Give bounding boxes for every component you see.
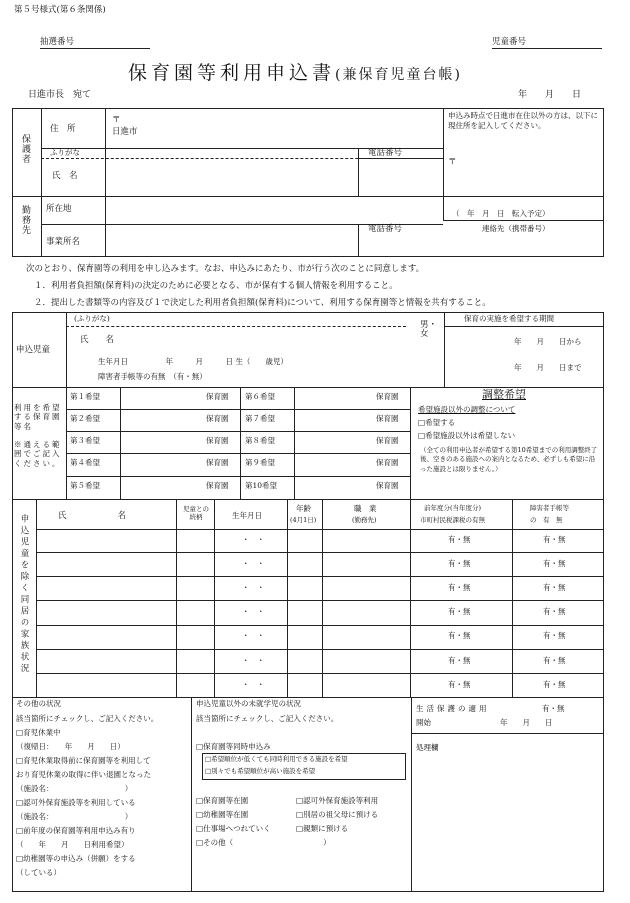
work-office-label: 事業所名: [46, 237, 81, 247]
family-disability-1[interactable]: 有・無: [543, 535, 566, 544]
family-tax-1[interactable]: 有・無: [448, 535, 471, 544]
pref-label-2: 第２希望: [70, 414, 100, 423]
other-line-5: （施設名： ）: [16, 784, 133, 793]
form-number: 第５号様式(第６条関係): [14, 5, 106, 15]
siblings-line-1[interactable]: □保育園等同時申込み: [196, 742, 271, 751]
pref-suffix-2: 保育園: [206, 414, 229, 423]
child-number-label: 児童番号: [492, 37, 527, 47]
other-line-6[interactable]: □認可外保育施設等を利用している: [16, 798, 136, 807]
work-phone-label: 電話番号: [368, 224, 403, 234]
siblings-instruction: 該当箇所にチェックし、ご記入ください。: [196, 714, 339, 723]
other-line-3[interactable]: □育児休業取得前に保育園等を利用して: [16, 756, 151, 765]
other-line-7: （施設名： ）: [16, 812, 133, 821]
non-resident-note: 申込み時点で日進市在住以外の方は、以下に現住所を記入してください。: [448, 111, 598, 131]
pref-suffix-3: 保育園: [206, 436, 229, 445]
welfare-start-date: 年 月 日: [500, 718, 553, 727]
period-title: 保育の実施を希望する期間: [464, 314, 554, 323]
siblings-line-7[interactable]: □別居の祖父母に預ける: [296, 810, 379, 819]
child-number-line: [492, 48, 602, 49]
pref-label-6: 第６希望: [245, 392, 275, 401]
period-to: 年 月 日まで: [514, 363, 582, 372]
guardian-section-label: 保護者: [20, 134, 30, 164]
page-title: 保育園等利用申込書(兼保育児童台帳): [128, 62, 462, 84]
city-name[interactable]: 日進市: [112, 127, 138, 137]
other-title: その他の状況: [16, 699, 61, 708]
application-date: 年 月 日: [518, 90, 582, 100]
pref-suffix-4: 保育園: [206, 458, 229, 467]
siblings-title: 申込児童以外の未就学児の状況: [196, 699, 301, 708]
other-line-11: （している）: [16, 868, 61, 877]
pref-label-7: 第７希望: [245, 414, 275, 423]
pref-label-10: 第10希望: [245, 481, 278, 490]
family-tax-6[interactable]: 有・無: [448, 656, 471, 665]
pref-label-5: 第５希望: [70, 481, 100, 490]
family-birth-dots-4: ・ ・: [242, 607, 265, 616]
child-birth-date: 生年月日 年 月 日 生（ 歳児）: [98, 357, 288, 366]
adjust-option-2[interactable]: □希望施設以外は希望しない: [418, 431, 516, 440]
consent-item-1: １．利用者負担額(保育料)の決定のために必要となる、市が保有する個人情報を利用すること。: [34, 281, 398, 291]
family-birth-dots-5: ・ ・: [242, 631, 265, 640]
family-side-label: 申込児童を除く同居の家族状況: [19, 514, 29, 675]
consent-item-2: ２．提出した書類等の内容及び１で決定した利用者負担額(保育料)について、利用する保育園等と情報を共有すること。: [34, 298, 491, 308]
family-header-disability: 障害者手帳等: [530, 504, 569, 512]
pref-suffix-7: 保育園: [376, 414, 399, 423]
family-birth-dots-6: ・ ・: [242, 656, 265, 665]
family-disability-2[interactable]: 有・無: [543, 559, 566, 568]
other-line-8[interactable]: □前年度の保育園等利用申込み有り: [16, 826, 136, 835]
siblings-line-8[interactable]: □仕事場へつれていく: [196, 824, 271, 833]
adjust-option-1[interactable]: □希望する: [418, 418, 456, 427]
prefs-side-note: ※通える範囲でご記入ください。: [14, 440, 62, 468]
postal-mark-current: 〒: [448, 157, 457, 167]
welfare-label: 生活保護の適用: [416, 704, 490, 713]
mobile-label: 連絡先（携帯番号）: [482, 224, 550, 233]
family-header-relation: 児童との続柄: [183, 505, 209, 522]
pref-suffix-9: 保育園: [376, 458, 399, 467]
family-disability-4[interactable]: 有・無: [543, 607, 566, 616]
siblings-line-9[interactable]: □親類に預ける: [296, 824, 349, 833]
family-header-tax-2: 市町村民税課税の有無: [420, 516, 485, 524]
other-line-4: おり育児休業の取得に伴い退園となった: [16, 770, 151, 779]
move-in-date: （ 年 月 日 転入予定）: [452, 209, 550, 218]
family-tax-3[interactable]: 有・無: [448, 583, 471, 592]
siblings-line-2[interactable]: □希望順位が低くても同時利用できる施設を希望: [205, 755, 348, 763]
work-section-label: 勤務先: [20, 205, 30, 235]
welfare-yesno[interactable]: 有・無: [542, 704, 565, 713]
pref-label-9: 第９希望: [245, 458, 275, 467]
pref-label-1: 第１希望: [70, 392, 100, 401]
family-birth-dots-1: ・ ・: [242, 535, 265, 544]
siblings-line-3[interactable]: □別々でも希望順位が高い施設を希望: [205, 767, 316, 775]
siblings-line-4[interactable]: □保育園等在園: [196, 796, 249, 805]
pref-suffix-1: 保育園: [206, 392, 229, 401]
child-disability: 障害者手帳等の有無 （有・無）: [98, 372, 207, 381]
adjust-note: （全ての利用申込者が希望する第10希望までの利用調整終了後、空きのある施設への案内となるため、必ずしも希望に沿った施設とは限りません。）: [420, 446, 598, 473]
welfare-start-label: 開始: [416, 718, 431, 727]
family-header-disability-2: の 有 無: [530, 516, 563, 524]
family-disability-5[interactable]: 有・無: [543, 631, 566, 640]
family-disability-7[interactable]: 有・無: [543, 680, 566, 689]
siblings-line-6[interactable]: □幼稚園等在園: [196, 810, 249, 819]
furigana-label: ふりがな: [50, 148, 80, 157]
family-tax-5[interactable]: 有・無: [448, 631, 471, 640]
name-label: 氏 名: [52, 171, 78, 181]
family-header-job: 職 業: [354, 504, 377, 513]
other-line-1[interactable]: □育児休業中: [16, 728, 61, 737]
page-subtitle: (兼保育児童台帳): [335, 67, 462, 83]
postal-mark: 〒: [112, 115, 121, 125]
child-name-label: 氏 名: [80, 335, 115, 345]
pref-suffix-6: 保育園: [376, 392, 399, 401]
pref-suffix-8: 保育園: [376, 436, 399, 445]
family-disability-6[interactable]: 有・無: [543, 656, 566, 665]
work-location-label: 所在地: [46, 204, 72, 214]
consent-intro: 次のとおり、保育園等の利用を申し込みます。なお、申込みにあたり、市が行う次のことに同意します。: [26, 264, 425, 274]
address-label: 住 所: [50, 124, 76, 134]
other-line-10[interactable]: □幼稚園等の申込み（併願）をする: [16, 854, 136, 863]
family-birth-dots-7: ・ ・: [242, 680, 265, 689]
period-from: 年 月 日から: [514, 337, 582, 346]
processing-label: 処理欄: [416, 743, 439, 752]
family-birth-dots-3: ・ ・: [242, 583, 265, 592]
family-header-birth: 生年月日: [232, 511, 262, 520]
pref-label-4: 第４希望: [70, 458, 100, 467]
other-line-9: （ 年 月 日利用希望）: [16, 840, 129, 849]
other-line-2: （復帰日： 年 月 日）: [16, 742, 125, 751]
family-header-age: 年齢: [296, 504, 311, 513]
family-header-tax: 前年度分(当年度分): [424, 504, 482, 512]
family-tax-2[interactable]: 有・無: [448, 559, 471, 568]
family-header-job-note: (勤務先): [352, 516, 377, 524]
siblings-line-5[interactable]: □認可外保育施設等利用: [296, 796, 379, 805]
phone-label: 電話番号: [368, 148, 403, 158]
lottery-number-line: [40, 48, 150, 49]
addressee: 日進市長 宛て: [28, 90, 92, 100]
pref-suffix-10: 保育園: [376, 481, 399, 490]
family-disability-3[interactable]: 有・無: [543, 583, 566, 592]
child-gender[interactable]: 男・女: [420, 320, 438, 339]
child-section-label: 申込児童: [16, 345, 51, 355]
pref-label-8: 第８希望: [245, 436, 275, 445]
pref-suffix-5: 保育園: [206, 481, 229, 490]
prefs-side-label: 利用を希望する保育園等名: [14, 403, 62, 431]
child-furigana-label: (ふりがな): [74, 314, 110, 323]
family-header-age-note: (4月1日): [290, 516, 317, 524]
family-tax-4[interactable]: 有・無: [448, 607, 471, 616]
pref-label-3: 第３希望: [70, 436, 100, 445]
adjust-title: 調整希望: [482, 388, 526, 401]
other-instruction: 該当箇所にチェックし、ご記入ください。: [16, 714, 159, 723]
lottery-number-label: 抽選番号: [40, 37, 75, 47]
siblings-line-10[interactable]: □その他（ ）: [196, 838, 331, 847]
family-tax-7[interactable]: 有・無: [448, 680, 471, 689]
family-header-name: 氏 名: [58, 511, 127, 521]
family-birth-dots-2: ・ ・: [242, 559, 265, 568]
adjust-question: 希望施設以外の調整について: [418, 405, 516, 414]
